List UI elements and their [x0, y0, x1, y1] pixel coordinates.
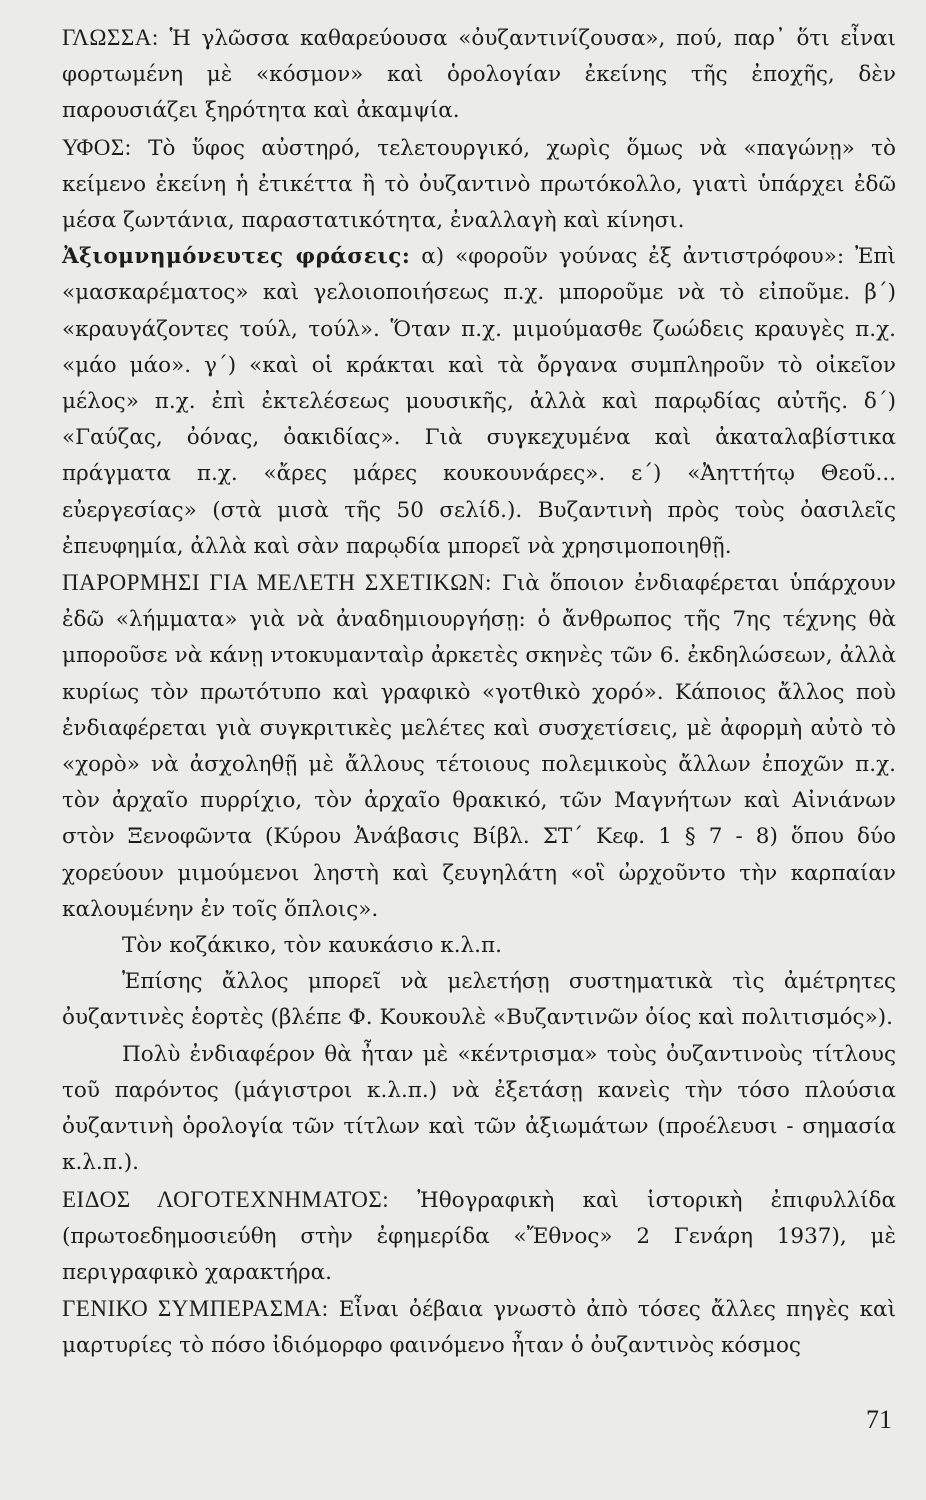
paragraph-poly-endiaferon — [62, 1037, 896, 1182]
paragraph-text-eidos: Ἠθογραφικὴ καὶ ἱστορικὴ ἐπιφυλλίδα (πρωτοεδημοσιεύθη στὴν ἐφημερίδα «Ἔθνος» 2 Γενάρη 1937), μὲ περιγραφικὸ χαρακτήρα. — [62, 1187, 896, 1285]
paragraph-text-parormisi: Γιὰ ὅποιον ἐνδιαφέρεται ὑπάρχουν ἐδῶ «λήμματα» γιὰ νὰ ἀναδημιουργήσῃ: ὁ ἄνθρωπος τῆς 7ης τέχνης θὰ μποροῦσε νὰ κάνῃ ντοκυμανταὶρ ἀρκετὲς σκηνὲς τῶν 6. ἐκδηλώσεων, ἀλλὰ κυρίως τὸν πρωτότυπο καὶ γραφικὸ «γοτθικὸ χορό». Κάποιος ἄλλος ποὺ ἐνδιαφέρεται γιὰ συγκριτικὲς μελέτες καὶ συσχετίσεις, μὲ ἀφορμὴ αὐτὸ τὸ «χορὸ» νὰ ἀσχοληθῇ μὲ ἄλλους τέτοιους πολεμικοὺς ἄλλων ἐποχῶν π.χ. τὸν ἀρχαῖο πυρρίχιο, τὸν ἀρχαῖο θρακικό, τῶν Μαγνήτων καὶ Αἰνιάνων στὸν Ξενοφῶντα (Κύρου Ἀνάβασις Βίβλ. ΣΤ΄ Κεφ. 1 § 7 - 8) ὅπου δύο χορεύουν μιμούμενοι ληστὴ καὶ ζευγηλάτη «οἳ ὠρχοῦντο τὴν καρπαίαν καλουμένην ἐν τοῖς ὅπλοις». — [62, 571, 897, 922]
paragraph-text-geniko: Εἶναι ὀέβαια γνωστὸ ἀπὸ τόσες ἄλλες πηγὲς καὶ μαρτυρίες τὸ πόσο ἰδιόμορφο φαινόμενο ἦταν ὁ ὀυζαντινὸς κόσμος — [62, 1297, 897, 1359]
paragraph-text-poly-endiaferon: Πολὺ ἐνδιαφέρον θὰ ἦταν μὲ «κέντρισμα» τοὺς ὀυζαντινοὺς τίτλους τοῦ παρόντος (μάγιστροι κ.λ.π.) νὰ ἐξετάσῃ κανεὶς τὴν τόσο πλούσια ὀυζαντινὴ ὁρολογία τῶν τίτλων καὶ τῶν ἀξιωμάτων (προέλευσι - σημασία κ.λ.π.). — [62, 1041, 896, 1176]
section-label-glossa: ΓΛΩΣΣΑ: — [62, 25, 159, 50]
section-label-eidos: ΕΙΔΟΣ ΛΟΓΟΤΕΧΝΗΜΑΤΟΣ: — [62, 1186, 390, 1212]
paragraph-episis — [62, 964, 896, 1036]
paragraph-text-glossa: Ἡ γλῶσσα καθαρεύουσα «ὀυζαντινίζουσα», πού, παρ᾽ ὅτι εἶναι φορτωμένη μὲ «κόσμον» καὶ ὁρολογίαν ἐκείνης τῆς ἐποχῆς, δὲν παρουσιάζει ξηρότητα καὶ ἀκαμψία. — [62, 26, 896, 124]
paragraph-text-yfos: Τὸ ὕφος αὐστηρό, τελετουργικό, χωρὶς ὅμως νὰ «παγώνῃ» τὸ κείμενο ἐκείνη ἡ ἐτικέττα ἢ τὸ ὀυζαντινὸ πρωτόκολλο, γιατὶ ὑπάρχει ἐδῶ μέσα ζωντάνια, παραστατικότητα, ἐναλλαγὴ καὶ κίνησι. — [62, 135, 896, 234]
paragraph-glossa — [62, 20, 896, 130]
paragraph-geniko — [62, 1291, 896, 1364]
paragraph-axiomnimoneutes — [62, 239, 896, 565]
section-label-yfos: ΥΦΟΣ: — [62, 134, 132, 160]
section-label-geniko: ΓΕΝΙΚΟ ΣΥΜΠΕΡΑΣΜΑ: — [62, 1296, 329, 1322]
paragraph-kozakiko — [62, 928, 896, 964]
paragraph-text-episis: Ἐπίσης ἄλλος μπορεῖ νὰ μελετήσῃ συστηματικὰ τὶς ἀμέτρητες ὀυζαντινὲς ἑορτὲς (βλέπε Φ. Κουκουλὲ «Βυζαντινῶν ὀίος καὶ πολιτισμός»). — [62, 969, 896, 1031]
paragraph-yfos — [62, 130, 896, 240]
section-label-parormisi: ΠΑΡΟΡΜΗΣΙ ΓΙΑ ΜΕΛΕΤΗ ΣΧΕΤΙΚΩΝ: — [62, 570, 492, 596]
paragraph-eidos — [62, 1182, 896, 1292]
page-number: 71 — [866, 1405, 892, 1434]
paragraph-text-axiomnimoneutes: α) «φοροῦν γούνας ἐξ ἀντιστρόφου»: Ἐπὶ «μασκαρέματος» καὶ γελοιοποιήσεως π.χ. μποροῦμε νὰ τὸ εἰποῦμε. β΄) «κραυγάζοντες τούλ, τούλ». Ὅταν π.χ. μιμούμασθε ζωώδεις κραυγὲς π.χ. «μάο μάο». γ΄) «καὶ οἱ κράκται καὶ τὰ ὄργανα συμπληροῦν τὸ οἰκεῖον μέλος» π.χ. ἐπὶ ἐκτελέσεως μουσικῆς, ἀλλὰ καὶ παρῳδίας αὐτῆς. δ΄) «Γαύζας, ὀόνας, ὀακιδίας». Γιὰ συγκεχυμένα καὶ ἀκαταλαβίστικα πράγματα π.χ. «ἄρες μάρες κουκουνάρες». ε΄) «Ἀηττήτῳ Θεοῦ... εὐεργεσίας» (στὰ μισὰ τῆς 50 σελίδ.). Βυζαντινὴ πρὸς τοὺς ὀασιλεῖς ἐπευφημία, ἀλλὰ καὶ σὰν παρῳδία μπορεῖ νὰ χρησιμοποιηθῇ. — [62, 244, 896, 559]
section-label-axiomnimoneutes: Ἀξιομνημόνευτες φράσεις: — [62, 244, 411, 270]
paragraph-text-kozakiko: Τὸν κοζάκικο, τὸν καυκάσιο κ.λ.π. — [122, 933, 502, 959]
paragraph-parormisi — [62, 565, 896, 928]
